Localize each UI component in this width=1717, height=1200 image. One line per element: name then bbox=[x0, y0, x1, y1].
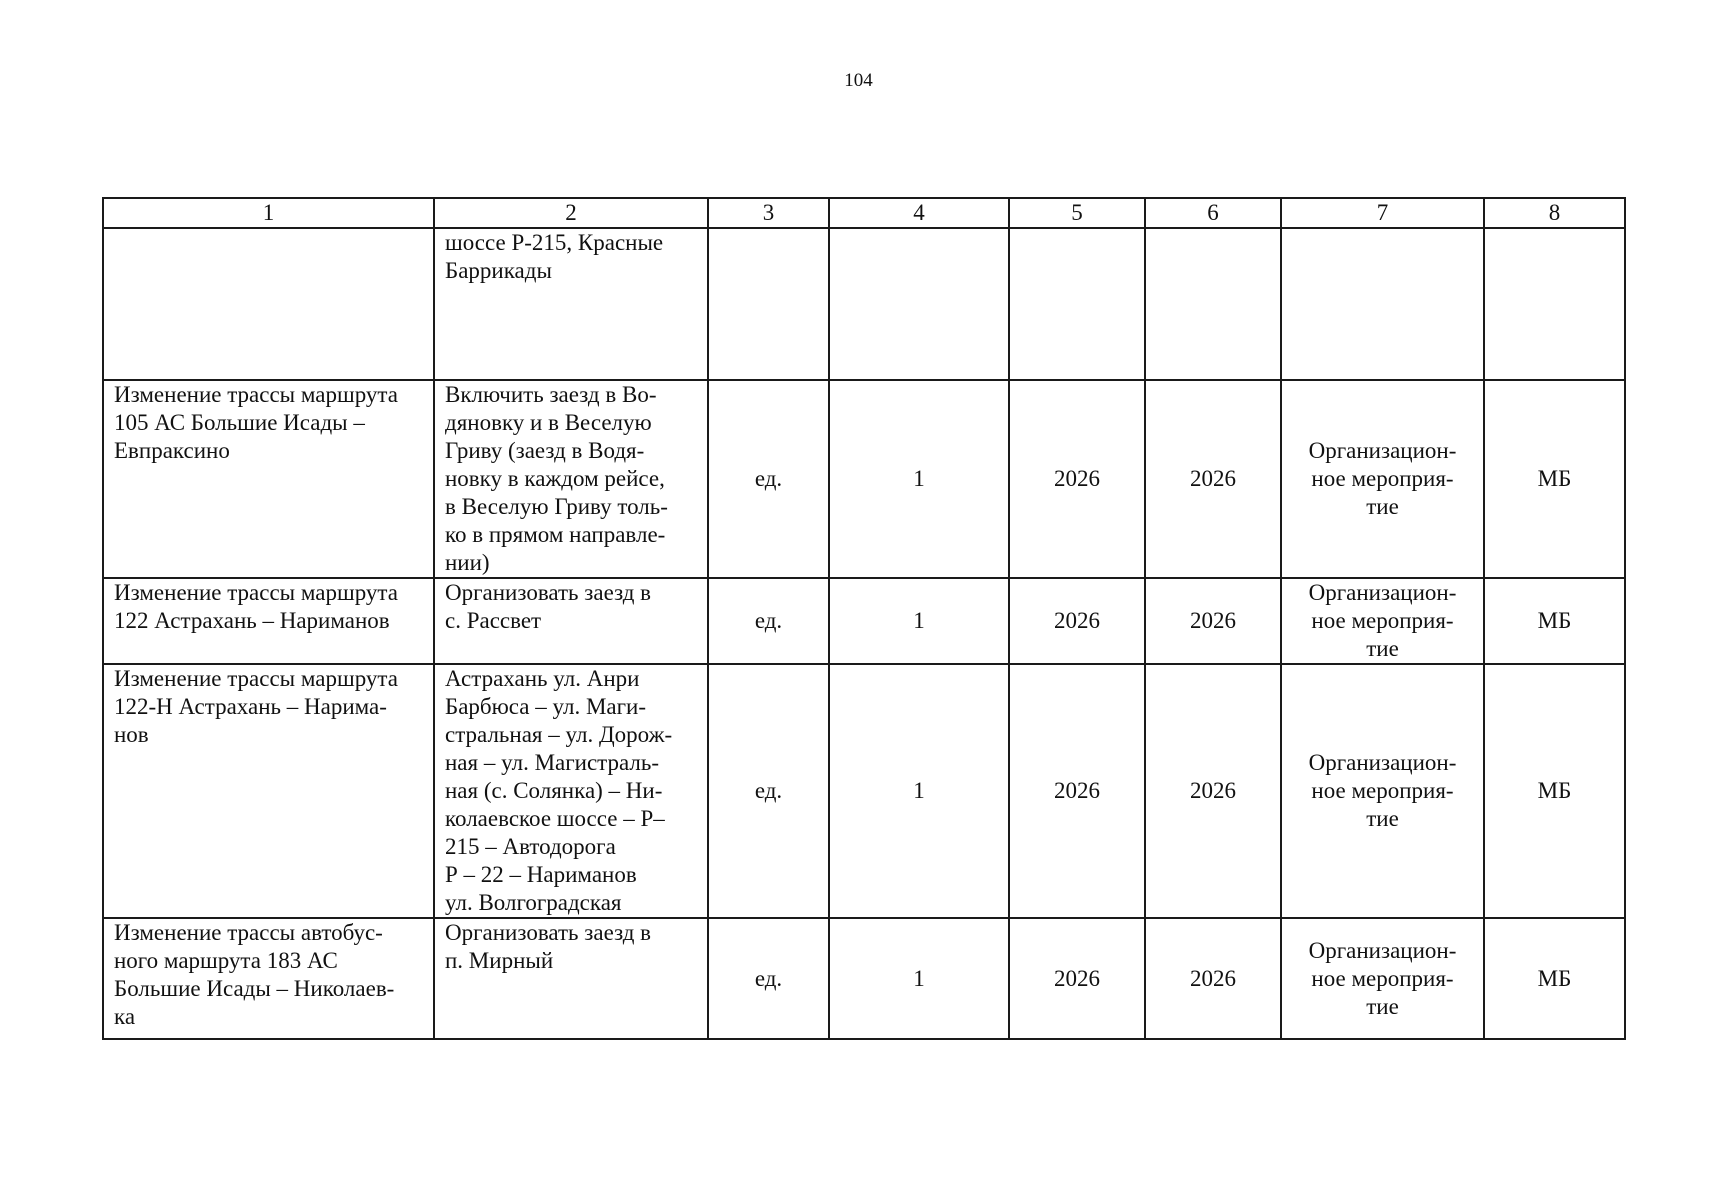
start-year-cell bbox=[1009, 228, 1145, 380]
start-year-cell: 2026 bbox=[1009, 664, 1145, 918]
funding-source-cell bbox=[1484, 228, 1625, 380]
cost-type-cell: Организацион- ное мероприя- тие bbox=[1281, 918, 1484, 1039]
column-header: 6 bbox=[1145, 198, 1281, 228]
unit-cell: ед. bbox=[708, 664, 829, 918]
end-year-cell: 2026 bbox=[1145, 918, 1281, 1039]
table-row bbox=[103, 918, 1625, 1039]
route-cell: Изменение трассы автобус- ного маршрута 183 АС Большие Исады – Николаев- ка bbox=[103, 918, 434, 1039]
measures-table bbox=[102, 197, 1626, 1040]
funding-source-cell: МБ bbox=[1484, 918, 1625, 1039]
cost-type-cell bbox=[1281, 228, 1484, 380]
header-row bbox=[103, 198, 1625, 228]
start-year-cell: 2026 bbox=[1009, 918, 1145, 1039]
start-year-cell: 2026 bbox=[1009, 380, 1145, 578]
column-header: 7 bbox=[1281, 198, 1484, 228]
end-year-cell bbox=[1145, 228, 1281, 380]
unit-cell: ед. bbox=[708, 578, 829, 664]
start-year-cell: 2026 bbox=[1009, 578, 1145, 664]
page-number: 104 bbox=[844, 70, 873, 91]
measure-cell: Включить заезд в Во- дяновку и в Веселую Гриву (заезд в Водя- новку в каждом рейсе, в Веселую Гриву толь- ко в прямом направле- нии) bbox=[434, 380, 708, 578]
end-year-cell: 2026 bbox=[1145, 664, 1281, 918]
measure-cell: Организовать заезд в п. Мирный bbox=[434, 918, 708, 1039]
quantity-cell bbox=[829, 228, 1009, 380]
column-header: 4 bbox=[829, 198, 1009, 228]
route-cell: Изменение трассы маршрута 122-Н Астрахань – Нарима- нов bbox=[103, 664, 434, 918]
quantity-cell: 1 bbox=[829, 664, 1009, 918]
measure-cell: Астрахань ул. Анри Барбюса – ул. Маги- стральная – ул. Дорож- ная – ул. Магистраль- ная (с. Солянка) – Ни- колаевское шоссе – Р– 215 – Автодорога Р – 22 – Нариманов ул. Волгоградская bbox=[434, 664, 708, 918]
route-cell: Изменение трассы маршрута 122 Астрахань – Нариманов bbox=[103, 578, 434, 664]
table-row bbox=[103, 380, 1625, 578]
unit-cell: ед. bbox=[708, 918, 829, 1039]
end-year-cell: 2026 bbox=[1145, 578, 1281, 664]
cost-type-cell: Организацион- ное мероприя- тие bbox=[1281, 578, 1484, 664]
quantity-cell: 1 bbox=[829, 380, 1009, 578]
unit-cell: ед. bbox=[708, 380, 829, 578]
column-header: 1 bbox=[103, 198, 434, 228]
cost-type-cell: Организацион- ное мероприя- тие bbox=[1281, 664, 1484, 918]
table-row bbox=[103, 664, 1625, 918]
column-header: 2 bbox=[434, 198, 708, 228]
column-header: 8 bbox=[1484, 198, 1625, 228]
quantity-cell: 1 bbox=[829, 918, 1009, 1039]
quantity-cell: 1 bbox=[829, 578, 1009, 664]
cost-type-cell: Организацион- ное мероприя- тие bbox=[1281, 380, 1484, 578]
table-row bbox=[103, 228, 1625, 380]
unit-cell bbox=[708, 228, 829, 380]
funding-source-cell: МБ bbox=[1484, 380, 1625, 578]
route-cell bbox=[103, 228, 434, 380]
end-year-cell: 2026 bbox=[1145, 380, 1281, 578]
funding-source-cell: МБ bbox=[1484, 578, 1625, 664]
column-header: 3 bbox=[708, 198, 829, 228]
table-row bbox=[103, 578, 1625, 664]
measure-cell: Организовать заезд в с. Рассвет bbox=[434, 578, 708, 664]
measure-cell: шоссе Р-215, Красные Баррикады bbox=[434, 228, 708, 380]
funding-source-cell: МБ bbox=[1484, 664, 1625, 918]
route-cell: Изменение трассы маршрута 105 АС Большие Исады – Евпраксино bbox=[103, 380, 434, 578]
column-header: 5 bbox=[1009, 198, 1145, 228]
